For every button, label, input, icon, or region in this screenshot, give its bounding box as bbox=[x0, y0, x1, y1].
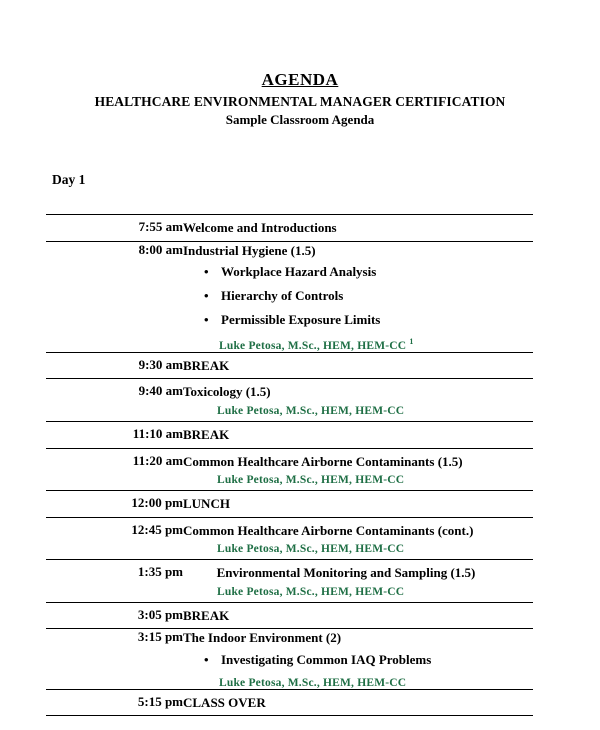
agenda-time: 11:10 am bbox=[46, 422, 183, 449]
table-row bbox=[46, 379, 533, 422]
table-row bbox=[46, 602, 533, 629]
agenda-presenter-name: Luke Petosa, M.Sc., HEM, HEM-CC bbox=[217, 474, 405, 487]
agenda-presenter-name: Luke Petosa, M.Sc., HEM, HEM-CC bbox=[219, 676, 407, 689]
agenda-session-title: Welcome and Introductions bbox=[183, 220, 337, 235]
agenda-description bbox=[183, 689, 533, 715]
agenda-time: 9:30 am bbox=[46, 352, 183, 379]
agenda-description bbox=[183, 560, 533, 603]
agenda-presenter-name: Luke Petosa, M.Sc., HEM, HEM-CC bbox=[217, 585, 405, 598]
list-item: • Hierarchy of Controls bbox=[221, 289, 533, 302]
agenda-presenter bbox=[217, 586, 533, 598]
agenda-description bbox=[183, 602, 533, 629]
table-row bbox=[46, 241, 533, 352]
agenda-session-title: LUNCH bbox=[183, 496, 230, 512]
footnote-marker: 1 bbox=[409, 337, 414, 347]
agenda-session-title: BREAK bbox=[183, 427, 230, 443]
table-row bbox=[46, 215, 533, 242]
agenda-time: 12:00 pm bbox=[46, 491, 183, 518]
agenda-time: 8:00 am bbox=[46, 241, 183, 352]
agenda-session-title: Common Healthcare Airborne Contaminants (1.5) bbox=[183, 453, 463, 469]
agenda-description bbox=[183, 215, 533, 242]
agenda-description bbox=[183, 629, 533, 690]
table-row bbox=[46, 629, 533, 690]
agenda-description bbox=[183, 517, 533, 560]
agenda-session-title: Environmental Monitoring and Sampling (1.5) bbox=[216, 565, 476, 581]
agenda-presenter-name: Luke Petosa, M.Sc., HEM, HEM-CC bbox=[217, 405, 405, 418]
table-row bbox=[46, 448, 533, 491]
agenda-presenter bbox=[217, 405, 533, 417]
agenda-presenter bbox=[219, 677, 533, 689]
list-item: • Workplace Hazard Analysis bbox=[221, 265, 533, 278]
agenda-table bbox=[46, 214, 533, 715]
table-row bbox=[46, 560, 533, 603]
agenda-presenter bbox=[219, 337, 533, 352]
table-row bbox=[46, 352, 533, 379]
table-row bbox=[46, 491, 533, 518]
agenda-description bbox=[183, 379, 533, 422]
agenda-presenter-name: Luke Petosa, M.Sc., HEM, HEM-CC bbox=[217, 543, 405, 556]
agenda-time: 3:05 pm bbox=[46, 602, 183, 629]
document-subtitle: HEALTHCARE ENVIRONMENTAL MANAGER CERTIFICATION bbox=[94, 94, 506, 109]
agenda-session-title: Toxicology (1.5) bbox=[183, 384, 271, 400]
agenda-time: 3:15 pm bbox=[46, 629, 183, 690]
agenda-session-title: Industrial Hygiene (1.5) bbox=[183, 242, 316, 258]
agenda-topic-list bbox=[183, 653, 533, 666]
agenda-presenter-name: Luke Petosa, M.Sc., HEM, HEM-CC bbox=[219, 339, 407, 352]
agenda-time: 9:40 am bbox=[46, 379, 183, 422]
agenda-time: 12:45 pm bbox=[46, 517, 183, 560]
agenda-time: 7:55 am bbox=[46, 215, 183, 242]
agenda-description bbox=[183, 241, 533, 352]
list-item: • Investigating Common IAQ Problems bbox=[221, 653, 533, 666]
agenda-session-title: BREAK bbox=[183, 357, 230, 373]
agenda-topic-list bbox=[183, 265, 533, 326]
table-row bbox=[46, 422, 533, 449]
agenda-description bbox=[183, 448, 533, 491]
agenda-time: 11:20 am bbox=[46, 448, 183, 491]
agenda-presenter bbox=[217, 474, 533, 486]
list-item: • Permissible Exposure Limits bbox=[221, 313, 533, 326]
agenda-presenter bbox=[217, 543, 533, 555]
table-row bbox=[46, 517, 533, 560]
agenda-table-bottom-rule bbox=[46, 715, 533, 716]
agenda-time: 5:15 pm bbox=[46, 689, 183, 715]
page-title: AGENDA bbox=[261, 70, 339, 89]
agenda-session-title: The Indoor Environment (2) bbox=[183, 630, 342, 646]
agenda-session-title: CLASS OVER bbox=[183, 694, 266, 710]
agenda-description bbox=[183, 422, 533, 449]
agenda-session-title: BREAK bbox=[183, 607, 230, 623]
document-subtitle-secondary: Sample Classroom Agenda bbox=[225, 112, 375, 127]
agenda-description bbox=[183, 491, 533, 518]
agenda-description bbox=[183, 352, 533, 379]
day-label: Day 1 bbox=[52, 172, 86, 187]
agenda-session-title: Common Healthcare Airborne Contaminants (cont.) bbox=[183, 522, 474, 538]
agenda-time: 1:35 pm bbox=[46, 560, 183, 603]
table-row bbox=[46, 689, 533, 715]
